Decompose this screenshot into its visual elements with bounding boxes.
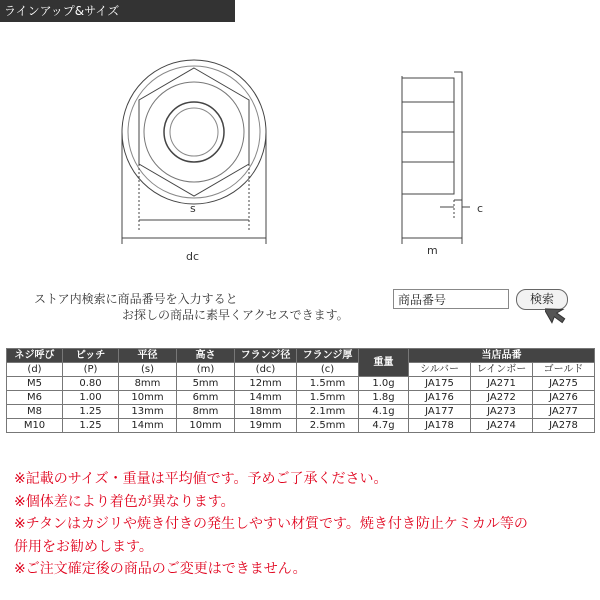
- cell: 1.5mm: [297, 391, 359, 405]
- section-header: [0, 0, 235, 22]
- table-row: [7, 377, 595, 391]
- cell: 19mm: [235, 419, 297, 433]
- subheader-d: (d): [7, 363, 63, 377]
- subheader-gold: ゴールド: [533, 363, 595, 377]
- note-line: ※ご注文確定後の商品のご変更はできません。: [14, 561, 307, 577]
- header-weight: 重量: [359, 349, 409, 377]
- cell: JA271: [471, 377, 533, 391]
- cell: 14mm: [235, 391, 297, 405]
- search-instruction: [34, 291, 349, 323]
- cell: 2.5mm: [297, 419, 359, 433]
- header-width: 平径: [119, 349, 177, 363]
- cell: JA278: [533, 419, 595, 433]
- nut-technical-drawing: [0, 22, 600, 262]
- cell: 14mm: [119, 419, 177, 433]
- dimension-c: [440, 200, 470, 218]
- label-c: c: [477, 202, 484, 215]
- subheader-c: (c): [297, 363, 359, 377]
- subheader-silver: シルバー: [409, 363, 471, 377]
- cell: 10mm: [119, 391, 177, 405]
- cell: 1.25: [63, 419, 119, 433]
- search-input[interactable]: 商品番号: [393, 289, 509, 309]
- note-line: ※記載のサイズ・重量は平均値です。予めご了承ください。: [14, 471, 388, 487]
- header-flange-thick: フランジ厚: [297, 349, 359, 363]
- cell: M8: [7, 405, 63, 419]
- subheader-p: (P): [63, 363, 119, 377]
- cell: JA273: [471, 405, 533, 419]
- subheader-s: (s): [119, 363, 177, 377]
- flange-inner-outline: [128, 66, 260, 198]
- cell: 2.1mm: [297, 405, 359, 419]
- cell: M5: [7, 377, 63, 391]
- cell: JA175: [409, 377, 471, 391]
- header-product-number: 当店品番: [409, 349, 595, 363]
- chamfer-circle: [144, 82, 244, 182]
- cell: 12mm: [235, 377, 297, 391]
- cell: JA178: [409, 419, 471, 433]
- header-flange-dia: フランジ径: [235, 349, 297, 363]
- hex-body: [402, 78, 454, 194]
- cell: 5mm: [177, 377, 235, 391]
- table-row: [7, 391, 595, 405]
- notes: [14, 468, 594, 581]
- header-height: 高さ: [177, 349, 235, 363]
- label-m: m: [427, 244, 438, 257]
- nut-front-view: [122, 60, 266, 204]
- nut-side-view: [402, 72, 462, 200]
- cursor-arrow-icon: [545, 302, 573, 328]
- cell: JA276: [533, 391, 595, 405]
- cell: JA275: [533, 377, 595, 391]
- table-row: [7, 419, 595, 433]
- spec-table: [6, 348, 595, 433]
- cell: JA177: [409, 405, 471, 419]
- cell: M10: [7, 419, 63, 433]
- cell: JA272: [471, 391, 533, 405]
- subheader-m: (m): [177, 363, 235, 377]
- section-title: ラインアップ&サイズ: [4, 4, 120, 18]
- header-thread: ネジ呼び: [7, 349, 63, 363]
- cell: 0.80: [63, 377, 119, 391]
- cell: 18mm: [235, 405, 297, 419]
- note-line: 併用をお勧めします。: [14, 538, 153, 555]
- cell: 13mm: [119, 405, 177, 419]
- cell: 4.1g: [359, 405, 409, 419]
- note-line: ※チタンはカジリや焼き付きの発生しやすい材質です。焼き付き防止ケミカル等の: [14, 516, 528, 532]
- dimension-m: [402, 194, 462, 244]
- cell: 8mm: [177, 405, 235, 419]
- subheader-rainbow: レインボー: [471, 363, 533, 377]
- bore-inner: [170, 108, 218, 156]
- header-pitch: ピッチ: [63, 349, 119, 363]
- label-s: s: [190, 202, 196, 215]
- table-row: [7, 405, 595, 419]
- dimension-dc: [122, 132, 266, 244]
- cell: JA176: [409, 391, 471, 405]
- search-instruction-line2: お探しの商品に素早くアクセスできます。: [122, 308, 349, 322]
- subheader-dc: (dc): [235, 363, 297, 377]
- note-line: ※個体差により着色が異なります。: [14, 493, 235, 510]
- cell: JA274: [471, 419, 533, 433]
- cell: 10mm: [177, 419, 235, 433]
- cell: 4.7g: [359, 419, 409, 433]
- cell: JA277: [533, 405, 595, 419]
- cell: M6: [7, 391, 63, 405]
- search-instruction-line1: ストア内検索に商品番号を入力すると: [34, 292, 238, 306]
- bore-outer: [164, 102, 224, 162]
- cell: 1.0g: [359, 377, 409, 391]
- cell: 1.00: [63, 391, 119, 405]
- hex-outline: [139, 68, 249, 196]
- cell: 8mm: [119, 377, 177, 391]
- label-dc: dc: [186, 250, 200, 262]
- cell: 1.8g: [359, 391, 409, 405]
- cell: 1.25: [63, 405, 119, 419]
- flange-side: [454, 72, 462, 200]
- cell: 1.5mm: [297, 377, 359, 391]
- cell: 6mm: [177, 391, 235, 405]
- search-button[interactable]: 検索: [516, 289, 568, 310]
